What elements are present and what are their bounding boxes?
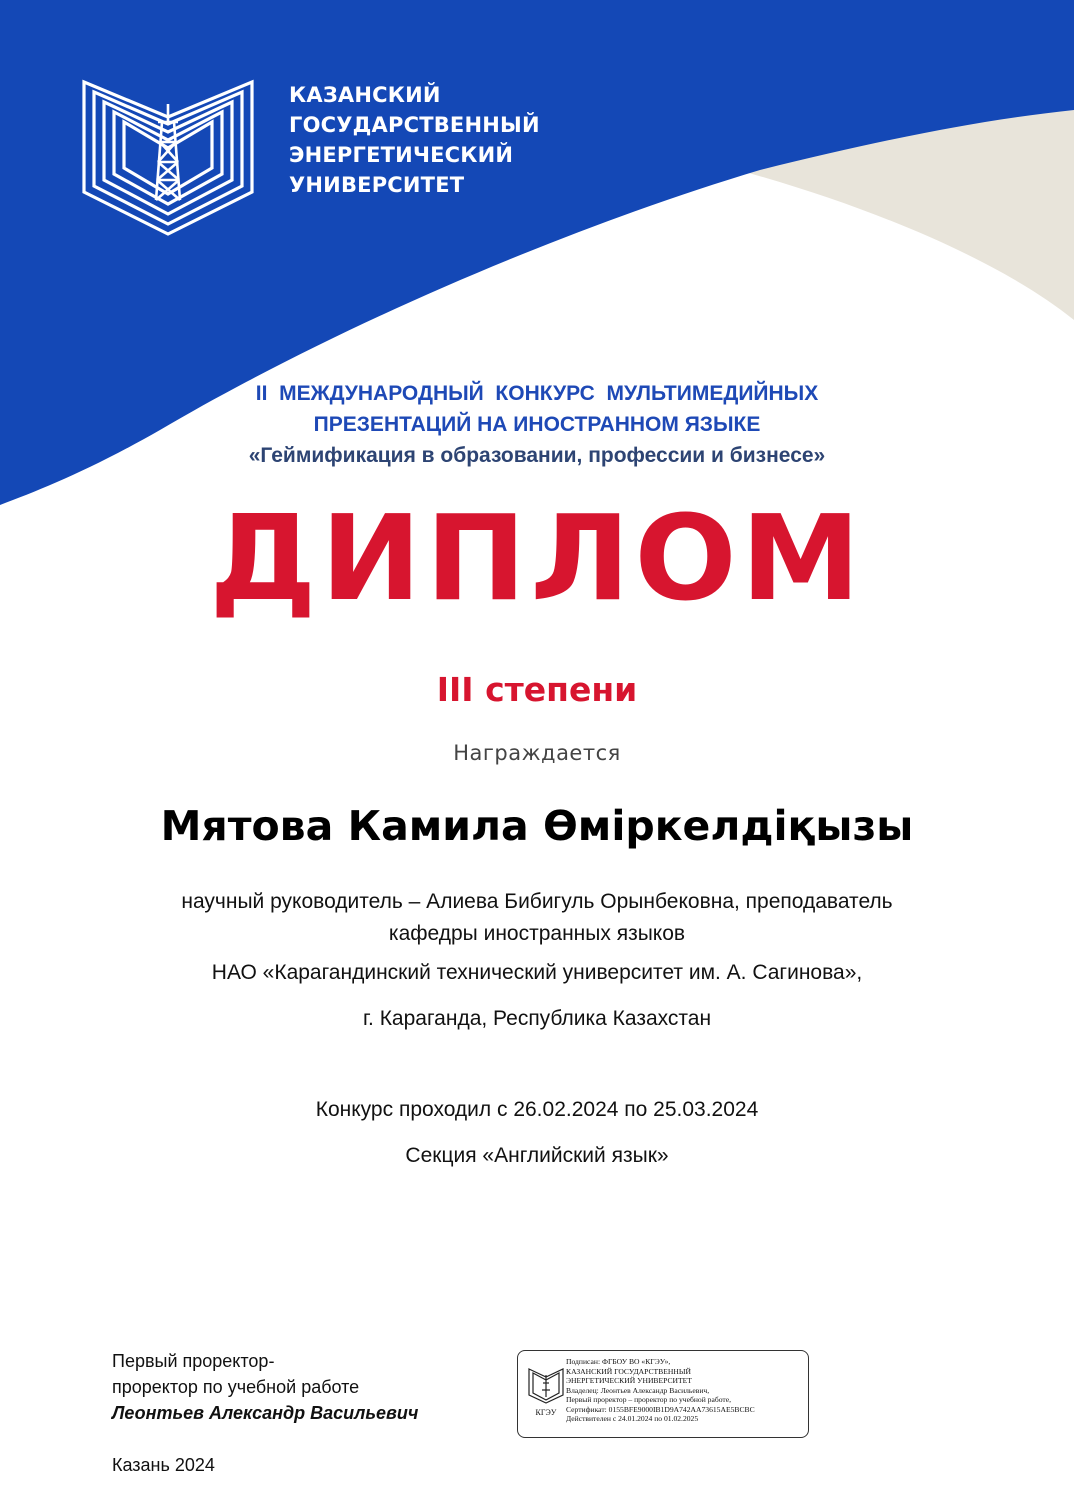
diploma-title: ДИПЛОМ <box>209 489 865 627</box>
recipient-name: Мятова Камила Өміркелдіқызы <box>160 802 914 850</box>
institution: НАО «Карагандинский технический университет им. А. Сагинова», <box>211 961 863 984</box>
stamp-line: Сертификат: 0155BFE9000IB1D9A742AA73615AE5BCBC <box>566 1404 755 1414</box>
contest-dates: Конкурс проходил с 26.02.2024 по 25.03.2024 <box>315 1098 759 1121</box>
university-logo <box>78 62 258 242</box>
supervisor-line2: кафедры иностранных языков <box>388 922 686 945</box>
university-name <box>289 80 540 200</box>
signer-block <box>112 1348 418 1426</box>
university-name-line: ЭНЕРГЕТИЧЕСКИЙ <box>289 143 514 167</box>
contest-title-line2: ПРЕЗЕНТАЦИЙ НА ИНОСТРАННОМ ЯЗЫКЕ <box>313 413 761 436</box>
stamp-logo-text: КГЭУ <box>535 1408 557 1417</box>
contest-title-line1: II МЕЖДУНАРОДНЫЙ КОНКУРС МУЛЬТИМЕДИЙНЫХ <box>255 382 819 405</box>
location: г. Караганда, Республика Казахстан <box>362 1007 712 1030</box>
awarded-label: Награждается <box>453 741 621 765</box>
signer-position-line2: проректор по учебной работе <box>112 1377 360 1397</box>
contest-section: Секция «Английский язык» <box>405 1144 669 1167</box>
diploma-degree: III степени <box>436 670 638 709</box>
contest-title <box>0 378 1074 471</box>
stamp-line: КАЗАНСКИЙ ГОСУДАРСТВЕННЫЙ <box>566 1366 691 1376</box>
stamp-line: ЭНЕРГЕТИЧЕСКИЙ УНИВЕРСИТЕТ <box>566 1376 692 1385</box>
stamp-text <box>566 1357 804 1424</box>
electronic-signature-stamp <box>517 1350 809 1438</box>
tower-icon <box>156 104 180 200</box>
university-name-line: УНИВЕРСИТЕТ <box>289 173 465 197</box>
stamp-line: Действителен с 24.01.2024 по 01.02.2025 <box>566 1414 699 1423</box>
signer-name: Леонтьев Александр Васильевич <box>112 1403 419 1423</box>
stamp-line: Первый проректор – проректор по учебной работе, <box>566 1395 731 1404</box>
stamp-line: Владелец: Леонтьев Александр Васильевич, <box>566 1385 710 1395</box>
university-name-line: КАЗАНСКИЙ <box>289 83 441 107</box>
stamp-logo-icon <box>526 1363 566 1419</box>
city-year: Казань 2024 <box>112 1455 215 1475</box>
university-name-line: ГОСУДАРСТВЕННЫЙ <box>289 113 540 137</box>
stamp-line: Подписан: ФГБОУ ВО «КГЭУ», <box>566 1357 671 1366</box>
signer-position-line1: Первый проректор- <box>112 1351 275 1371</box>
supervisor-line1: научный руководитель – Алиева Бибигуль Орынбековна, преподаватель <box>181 890 893 913</box>
contest-subtitle: «Геймификация в образовании, профессии и бизнесе» <box>248 444 826 467</box>
